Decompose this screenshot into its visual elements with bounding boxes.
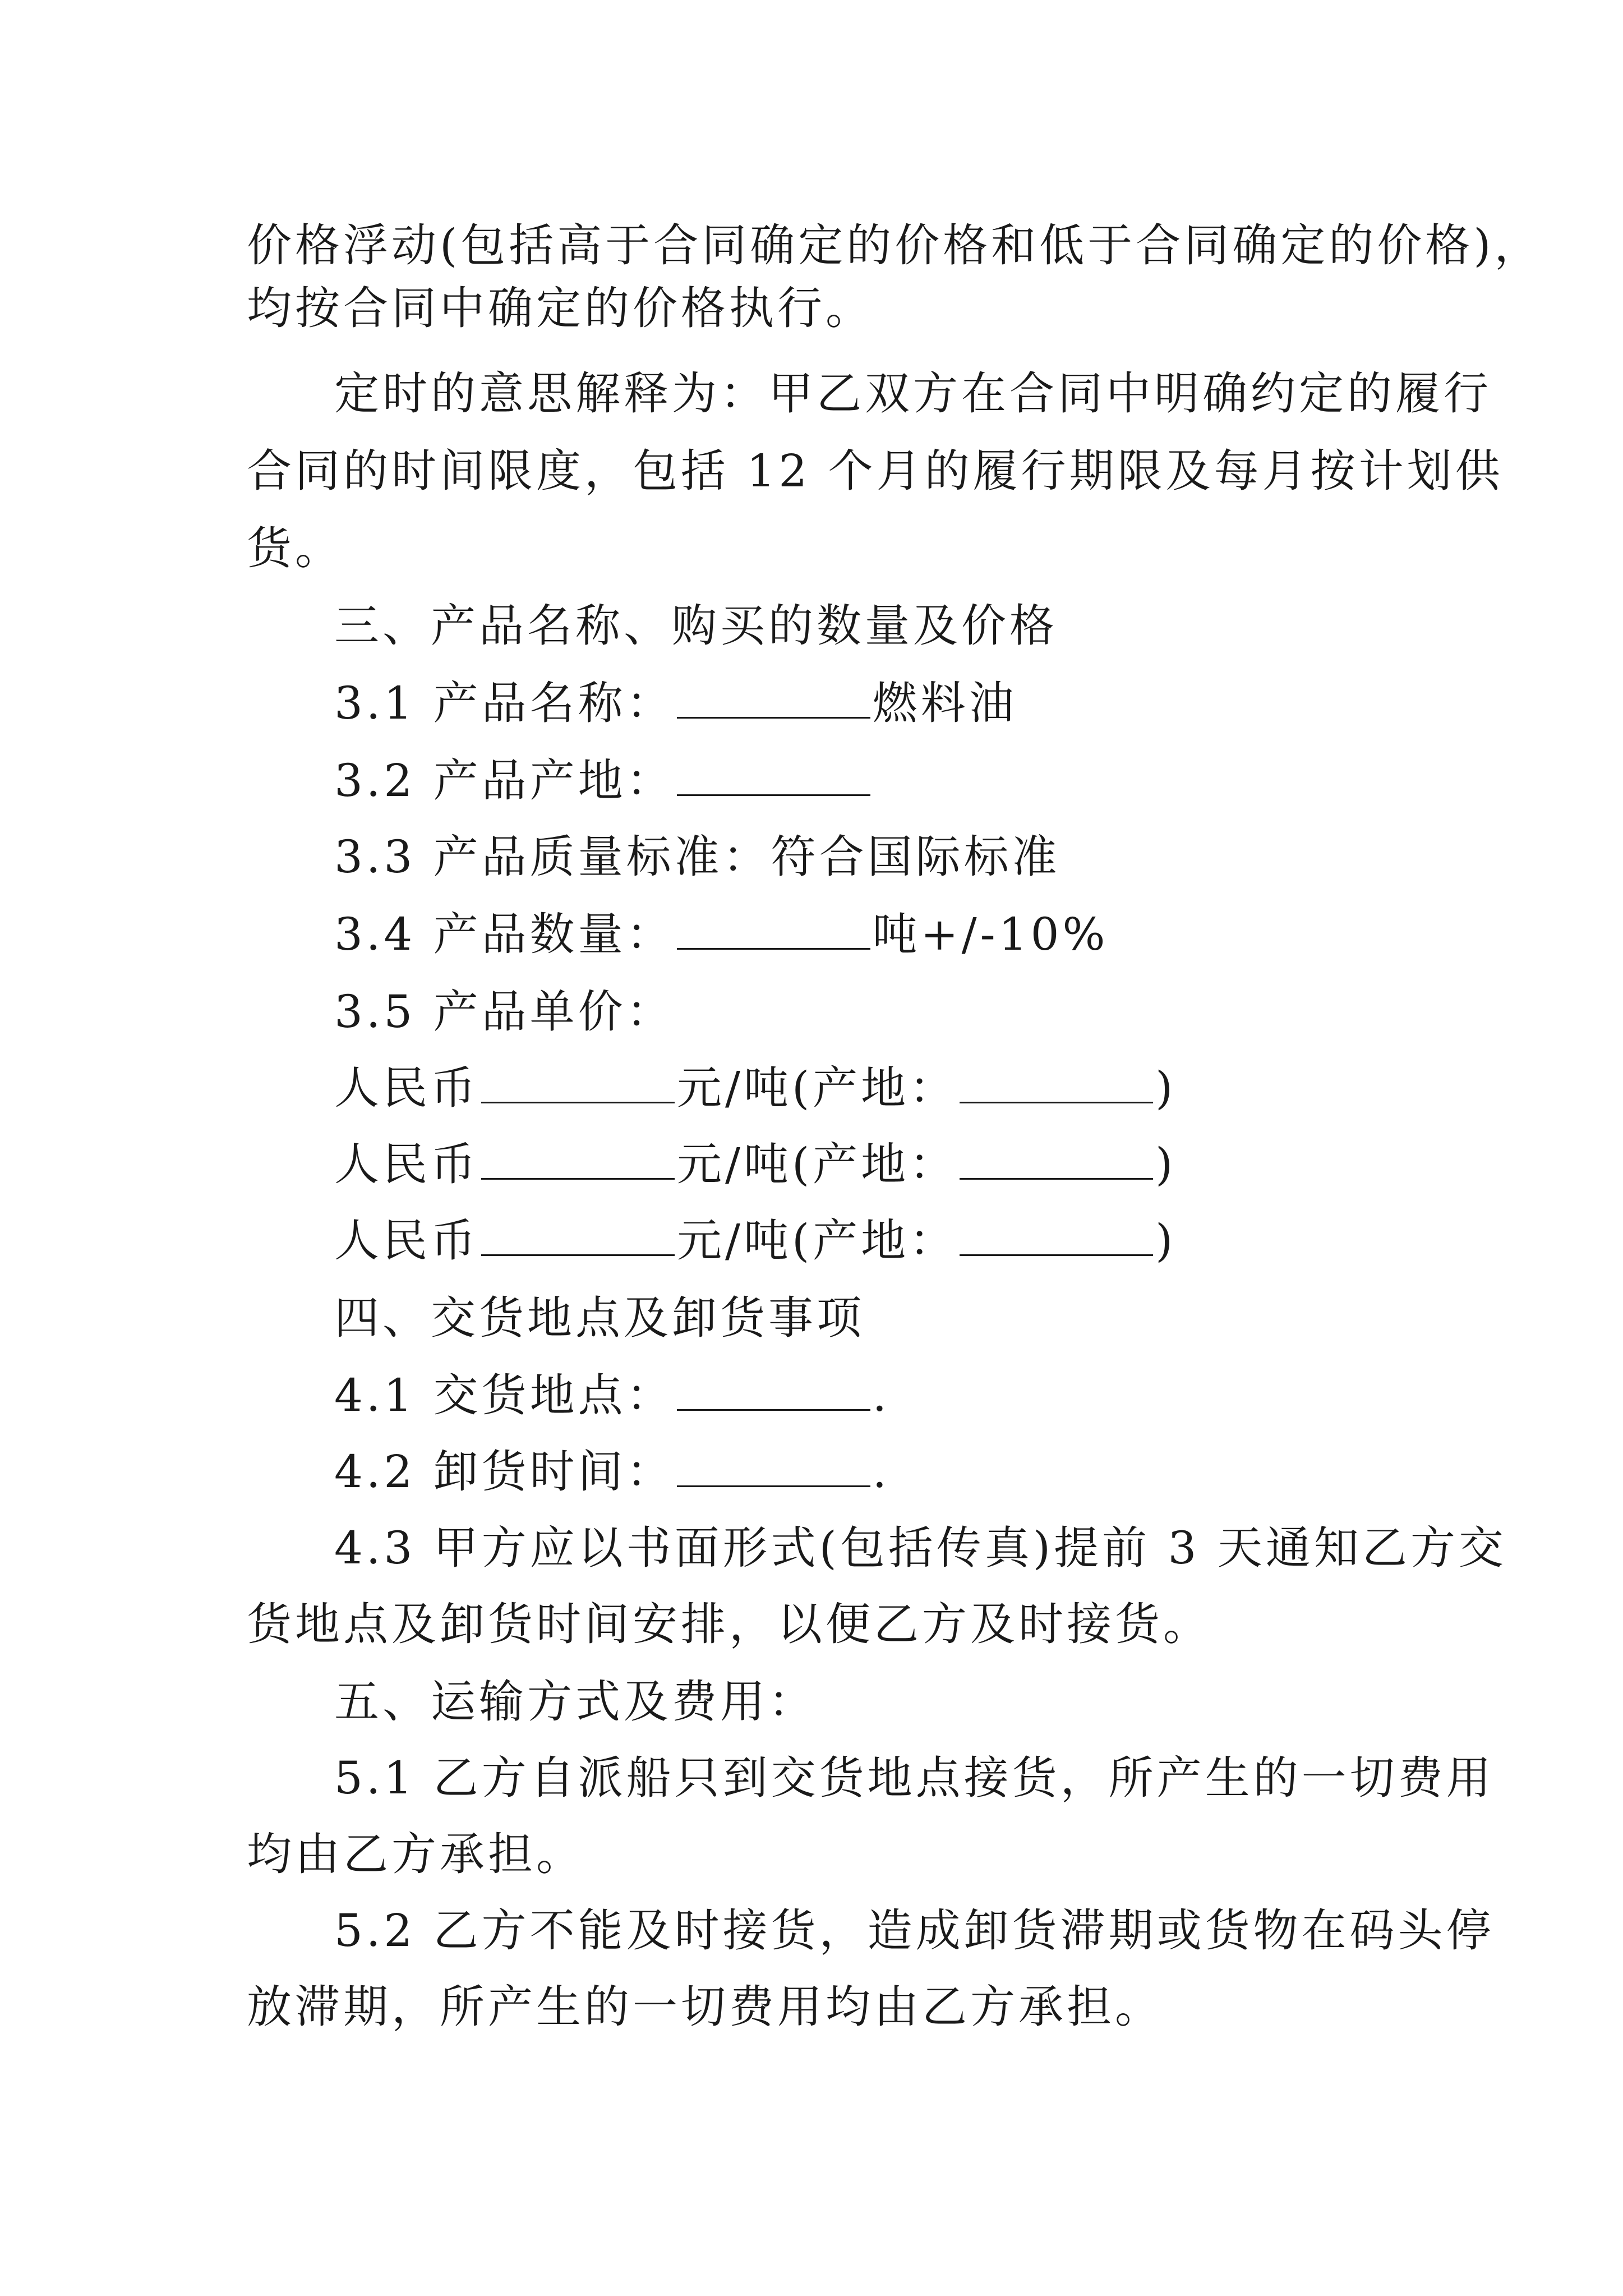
line-text: 定时的意思解释为：甲乙双方在合同中明确约定的履行: [334, 367, 1492, 420]
price-row: [334, 1137, 1176, 1193]
paragraph-line: [247, 443, 1504, 499]
line-text: 货。: [247, 522, 343, 574]
line-text: 均由乙方承担。: [247, 1828, 584, 1880]
section-heading: [334, 1674, 817, 1730]
form-line-delivery-place: [334, 1368, 890, 1424]
form-line-quality: [334, 829, 1061, 885]
paragraph-line: [334, 1750, 1495, 1806]
line-text: 货地点及卸货时间安排，以便乙方及时接货。: [247, 1598, 1211, 1650]
form-line-product-name: [334, 675, 1017, 731]
line-text: 3.5 产品单价：: [334, 986, 675, 1038]
unit-origin-label: 元/吨(产地：: [677, 1138, 958, 1190]
paragraph-line: [247, 1596, 1211, 1653]
currency-label: 人民币: [334, 1138, 479, 1190]
field-suffix: .: [872, 1369, 891, 1421]
paragraph-line: [247, 218, 1542, 274]
blank-field[interactable]: [677, 1370, 870, 1411]
currency-label: 人民币: [334, 1062, 479, 1114]
blank-field[interactable]: [677, 678, 870, 719]
line-text: 5.1 乙方自派船只到交货地点接货，所产生的一切费用: [334, 1752, 1495, 1804]
unit-origin-label: 元/吨(产地：: [677, 1214, 958, 1267]
line-text: 均按合同中确定的价格执行。: [247, 282, 874, 334]
blank-field[interactable]: [481, 1215, 675, 1256]
line-text: 三、产品名称、购买的数量及价格: [334, 600, 1058, 652]
price-row: [334, 1060, 1176, 1116]
field-label: 3.4 产品数量：: [334, 908, 675, 960]
line-text: 4.3 甲方应以书面形式(包括传真)提前 3 天通知乙方交: [334, 1522, 1507, 1574]
line-text: 放滞期，所产生的一切费用均由乙方承担。: [247, 1981, 1163, 2033]
closing-paren: ): [1155, 1138, 1177, 1190]
blank-field[interactable]: [960, 1215, 1153, 1256]
field-label: 3.1 产品名称：: [334, 677, 675, 729]
paragraph-line: [334, 1520, 1507, 1576]
line-text: 价格浮动(包括高于合同确定的价格和低于合同确定的价格)，: [247, 219, 1543, 272]
field-suffix: 吨+/-10%: [872, 908, 1109, 960]
field-suffix: 燃料油: [872, 677, 1017, 729]
line-text: 五、运输方式及费用：: [334, 1676, 817, 1728]
line-text: 3.3 产品质量标准：符合国际标准: [334, 831, 1061, 883]
form-line-quantity: [334, 907, 1108, 963]
blank-field[interactable]: [677, 1446, 870, 1487]
form-line-unload-time: [334, 1444, 890, 1500]
field-suffix: .: [872, 1446, 891, 1498]
blank-field[interactable]: [960, 1139, 1153, 1180]
price-row: [334, 1213, 1176, 1269]
paragraph-line: [247, 521, 343, 577]
line-text: 四、交货地点及卸货事项: [334, 1292, 865, 1344]
currency-label: 人民币: [334, 1214, 479, 1267]
paragraph-line: [334, 366, 1492, 422]
paragraph-line: [334, 1903, 1495, 1959]
paragraph-line: [247, 1979, 1163, 2035]
blank-field[interactable]: [960, 1062, 1153, 1103]
blank-field[interactable]: [677, 909, 870, 950]
blank-field[interactable]: [677, 755, 870, 796]
field-label: 4.1 交货地点：: [334, 1369, 675, 1421]
blank-field[interactable]: [481, 1139, 675, 1180]
closing-paren: ): [1155, 1062, 1177, 1114]
blank-field[interactable]: [481, 1062, 675, 1103]
section-heading: [334, 598, 1058, 654]
field-label: 3.2 产品产地：: [334, 754, 675, 807]
closing-paren: ): [1155, 1214, 1177, 1267]
paragraph-line: [247, 1826, 584, 1883]
section-heading: [334, 1290, 865, 1346]
form-line-unit-price: [334, 984, 675, 1040]
line-text: 合同的时间限度，包括 12 个月的履行期限及每月按计划供: [247, 445, 1504, 497]
unit-origin-label: 元/吨(产地：: [677, 1062, 958, 1114]
line-text: 5.2 乙方不能及时接货，造成卸货滞期或货物在码头停: [334, 1904, 1495, 1957]
paragraph-line: [247, 280, 874, 337]
form-line-product-origin: [334, 753, 873, 809]
field-label: 4.2 卸货时间：: [334, 1446, 675, 1498]
